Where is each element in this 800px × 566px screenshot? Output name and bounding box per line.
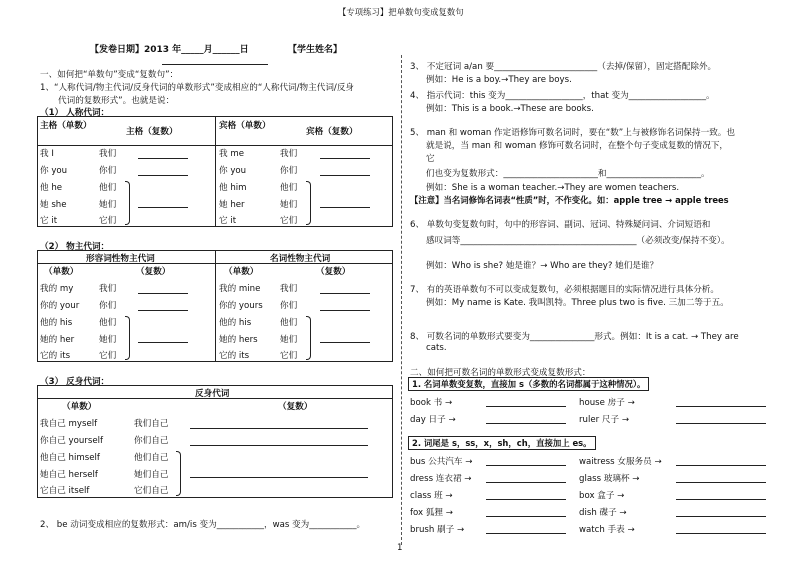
answer-blank[interactable] <box>190 477 368 478</box>
item4-example: 例如：This is a book.→These are books. <box>426 104 594 114</box>
table-cell: 它自己 itself <box>40 486 90 496</box>
table-cell: 他的 his <box>219 318 252 328</box>
table-cell: 我 I <box>40 149 54 159</box>
item3: 3、 不定冠词 a/an 要________________________（去掉/保留），固定搭配除外。 <box>410 62 717 72</box>
table-cell: 他们 <box>99 183 117 193</box>
table-cell: 我的 my <box>40 284 74 294</box>
item7-line2: 例如：My name is Kate. 我叫凯特。Three plus two is five. 三加二等于五。 <box>426 298 729 308</box>
table-cell: 我们 <box>280 149 298 159</box>
note: 【注意】当名词修饰名词表“性质”时，不作变化。如：apple tree → apple trees <box>410 195 729 205</box>
group-brace <box>306 316 311 360</box>
table-cell: 你自己 yourself <box>40 436 104 446</box>
table-cell: 你们 <box>280 301 298 311</box>
section1-title: 一、如何把“单数句”变成“复数句”： <box>40 70 179 80</box>
table-cell: 他的 his <box>40 318 73 328</box>
table-cell: 我的 mine <box>219 284 261 294</box>
answer-blank[interactable] <box>486 423 566 424</box>
table-cell: 我 me <box>219 149 244 159</box>
word-prompt: ruler 尺子 → <box>579 415 630 425</box>
table-cell: 她的 hers <box>219 335 258 345</box>
table-cell: 她自己 herself <box>40 470 98 480</box>
header-subject-plural: 主格（复数） <box>126 127 178 137</box>
group-brace <box>125 181 130 225</box>
answer-blank[interactable] <box>486 533 566 534</box>
table-cell: 你的 your <box>40 301 80 311</box>
table-cell: 我们 <box>99 284 117 294</box>
item1-line1: 1、“人称代词/物主代词/反身代词的单数形式”变成相应的“人称代词/物主代词/反身 <box>40 83 355 93</box>
answer-blank[interactable] <box>676 482 766 483</box>
table-cell: 我们 <box>99 149 117 159</box>
word-prompt: book 书 → <box>410 398 453 408</box>
answer-blank[interactable] <box>138 342 188 343</box>
table-cell: 它的 its <box>40 351 71 361</box>
item6-example: 例如：Who is she? 她是谁？→ Who are they? 她们是谁？ <box>426 261 659 271</box>
reflexive-pronoun-table <box>37 385 393 498</box>
table-cell: 它 it <box>219 216 237 226</box>
section2-title: 二、如何把可数名词的单数形式变成复数形式： <box>410 368 591 378</box>
answer-blank[interactable] <box>486 406 566 407</box>
date-line: 【发卷日期】2013 年_____月______日 <box>90 45 249 55</box>
answer-blank[interactable] <box>138 158 188 159</box>
answer-blank[interactable] <box>676 533 766 534</box>
table-cell: 她们 <box>99 335 117 345</box>
answer-blank[interactable] <box>486 516 566 517</box>
item5-line2: 就是说，当 man 和 woman 修饰可数名词时，在整个句子变成复数的情况下， <box>426 141 729 151</box>
answer-blank[interactable] <box>486 499 566 500</box>
word-prompt: dress 连衣裙 → <box>410 474 472 484</box>
header-object-plural: 宾格（复数） <box>306 127 358 137</box>
table-cell: 他 he <box>40 183 63 193</box>
table-cell: 我自己 myself <box>40 419 98 429</box>
word-prompt: fox 狐狸 → <box>410 508 453 518</box>
table-cell: 它们 <box>99 351 117 361</box>
answer-blank[interactable] <box>486 465 566 466</box>
table-cell: 他们自己 <box>134 453 169 463</box>
item5-line3: 它 <box>426 154 435 164</box>
group-brace <box>306 181 311 225</box>
group-brace <box>176 451 181 496</box>
answer-blank[interactable] <box>320 342 370 343</box>
word-prompt: waitress 女服务员 → <box>579 457 662 467</box>
word-prompt: house 房子 → <box>579 398 635 408</box>
table-cell: 他自己 himself <box>40 453 100 463</box>
answer-blank[interactable] <box>320 293 370 294</box>
header-plural: （复数） <box>316 267 351 277</box>
name-underline <box>162 64 268 65</box>
answer-blank[interactable] <box>676 406 766 407</box>
item1-line2: 代词的复数形式”。也就是说： <box>58 96 175 106</box>
personal-pronoun-table <box>37 116 393 227</box>
table-cell: 她们 <box>99 200 117 210</box>
item4: 4、 指示代词：this 变为__________________，that 变为__________________。 <box>410 91 715 101</box>
header-adjective-possessive: 形容词性物主代词 <box>86 254 155 264</box>
answer-blank[interactable] <box>486 482 566 483</box>
word-prompt: dish 碟子 → <box>579 508 627 518</box>
answer-blank[interactable] <box>138 293 188 294</box>
table-cell: 它们 <box>280 351 298 361</box>
header-reflexive: 反身代词 <box>195 389 230 399</box>
table-cell: 他 him <box>219 183 247 193</box>
header-plural: （复数） <box>136 267 171 277</box>
header-object-single: 宾格（单数） <box>219 121 271 131</box>
table-cell: 他们 <box>99 318 117 328</box>
column-divider <box>401 55 402 545</box>
word-prompt: glass 玻璃杯 → <box>579 474 640 484</box>
reflexive-pronoun-label: （3） 反身代词： <box>40 377 110 387</box>
page-number: 1 <box>397 543 403 553</box>
word-prompt: box 盒子 → <box>579 491 625 501</box>
word-prompt: class 班 → <box>410 491 453 501</box>
personal-pronoun-label: （1） 人称代词： <box>40 108 110 118</box>
table-cell: 他们 <box>280 183 298 193</box>
answer-blank[interactable] <box>138 175 188 176</box>
table-cell: 她的 her <box>40 335 75 345</box>
answer-blank[interactable] <box>320 158 370 159</box>
word-prompt: watch 手表 → <box>579 525 635 535</box>
table-cell: 我们 <box>280 284 298 294</box>
answer-blank[interactable] <box>320 207 370 208</box>
answer-blank[interactable] <box>320 310 370 311</box>
table-cell: 她们自己 <box>134 470 169 480</box>
header-single: （单数） <box>224 267 259 277</box>
table-cell: 你的 yours <box>219 301 263 311</box>
table-cell: 你 you <box>219 166 247 176</box>
table-cell: 我们自己 <box>134 419 169 429</box>
rule2-box: 2. 词尾是 s，ss，x，sh，ch，直接加上 es。 <box>408 436 596 450</box>
table-cell: 它们自己 <box>134 486 169 496</box>
answer-blank[interactable] <box>676 423 766 424</box>
item6-line1: 6、 单数句变复数句时，句中的形容词、副词、冠词、特殊疑问词、介词短语和 <box>410 220 711 230</box>
name-label: 【学生姓名】 <box>288 45 343 55</box>
table-cell: 它的 its <box>219 351 250 361</box>
possessive-pronoun-label: （2） 物主代词： <box>40 242 110 252</box>
header-noun-possessive: 名词性物主代词 <box>270 254 331 264</box>
table-cell: 你们 <box>280 166 298 176</box>
item5-line4: 们也变为复数形式：______________________和______________________。 <box>426 169 710 179</box>
item8-line1: 8、 可数名词的单数形式要变为_______________形式。例如：It is a cat. → They are <box>410 332 739 342</box>
table-cell: 她们 <box>280 335 298 345</box>
answer-blank[interactable] <box>676 516 766 517</box>
item2: 2、 be 动词变成相应的复数形式：am/is 变为___________，was 变为___________。 <box>40 520 366 530</box>
item8-line2: cats. <box>426 343 447 353</box>
table-cell: 你们 <box>99 301 117 311</box>
item7-line1: 7、 有的英语单数句不可以变成复数句，必须根据题目的实际情况进行具体分析。 <box>410 285 719 295</box>
word-prompt: day 日子 → <box>410 415 456 425</box>
table-cell: 你 you <box>40 166 68 176</box>
item5-example: 例如：She is a woman teacher.→They are women teachers. <box>426 183 680 193</box>
table-cell: 你们 <box>99 166 117 176</box>
answer-blank[interactable] <box>676 499 766 500</box>
answer-blank[interactable] <box>676 465 766 466</box>
answer-blank[interactable] <box>320 175 370 176</box>
table-cell: 它们 <box>99 216 117 226</box>
header-single: （单数） <box>44 267 79 277</box>
table-cell: 你们自己 <box>134 436 169 446</box>
answer-blank[interactable] <box>190 428 368 429</box>
word-prompt: bus 公共汽车 → <box>410 457 473 467</box>
item3-example: 例如：He is a boy.→They are boys. <box>426 75 572 85</box>
table-cell: 它们 <box>280 216 298 226</box>
answer-blank[interactable] <box>138 207 188 208</box>
header-subject-single: 主格（单数） <box>40 121 92 131</box>
header-plural: （复数） <box>278 402 313 412</box>
page-title: 【专项练习】把单数句变成复数句 <box>338 7 464 17</box>
word-prompt: brush 刷子 → <box>410 525 465 535</box>
table-cell: 她 her <box>219 200 245 210</box>
answer-blank[interactable] <box>138 310 188 311</box>
answer-blank[interactable] <box>190 445 368 446</box>
item5-line1: 5、 man 和 woman 作定语修饰可数名词时，要在“数”上与被修饰名词保持一致。也 <box>410 128 735 138</box>
item6-line2: 感叹词等_________________________________________（必须改变/保持不变）。 <box>426 236 730 246</box>
possessive-pronoun-table <box>37 250 393 362</box>
table-cell: 她 she <box>40 200 67 210</box>
header-single: （单数） <box>62 402 97 412</box>
rule1-box: 1. 名词单数变复数，直接加 s（多数的名词都属于这种情况）。 <box>408 377 649 391</box>
table-cell: 它 it <box>40 216 58 226</box>
group-brace <box>125 316 130 360</box>
table-cell: 他们 <box>280 318 298 328</box>
table-cell: 她们 <box>280 200 298 210</box>
